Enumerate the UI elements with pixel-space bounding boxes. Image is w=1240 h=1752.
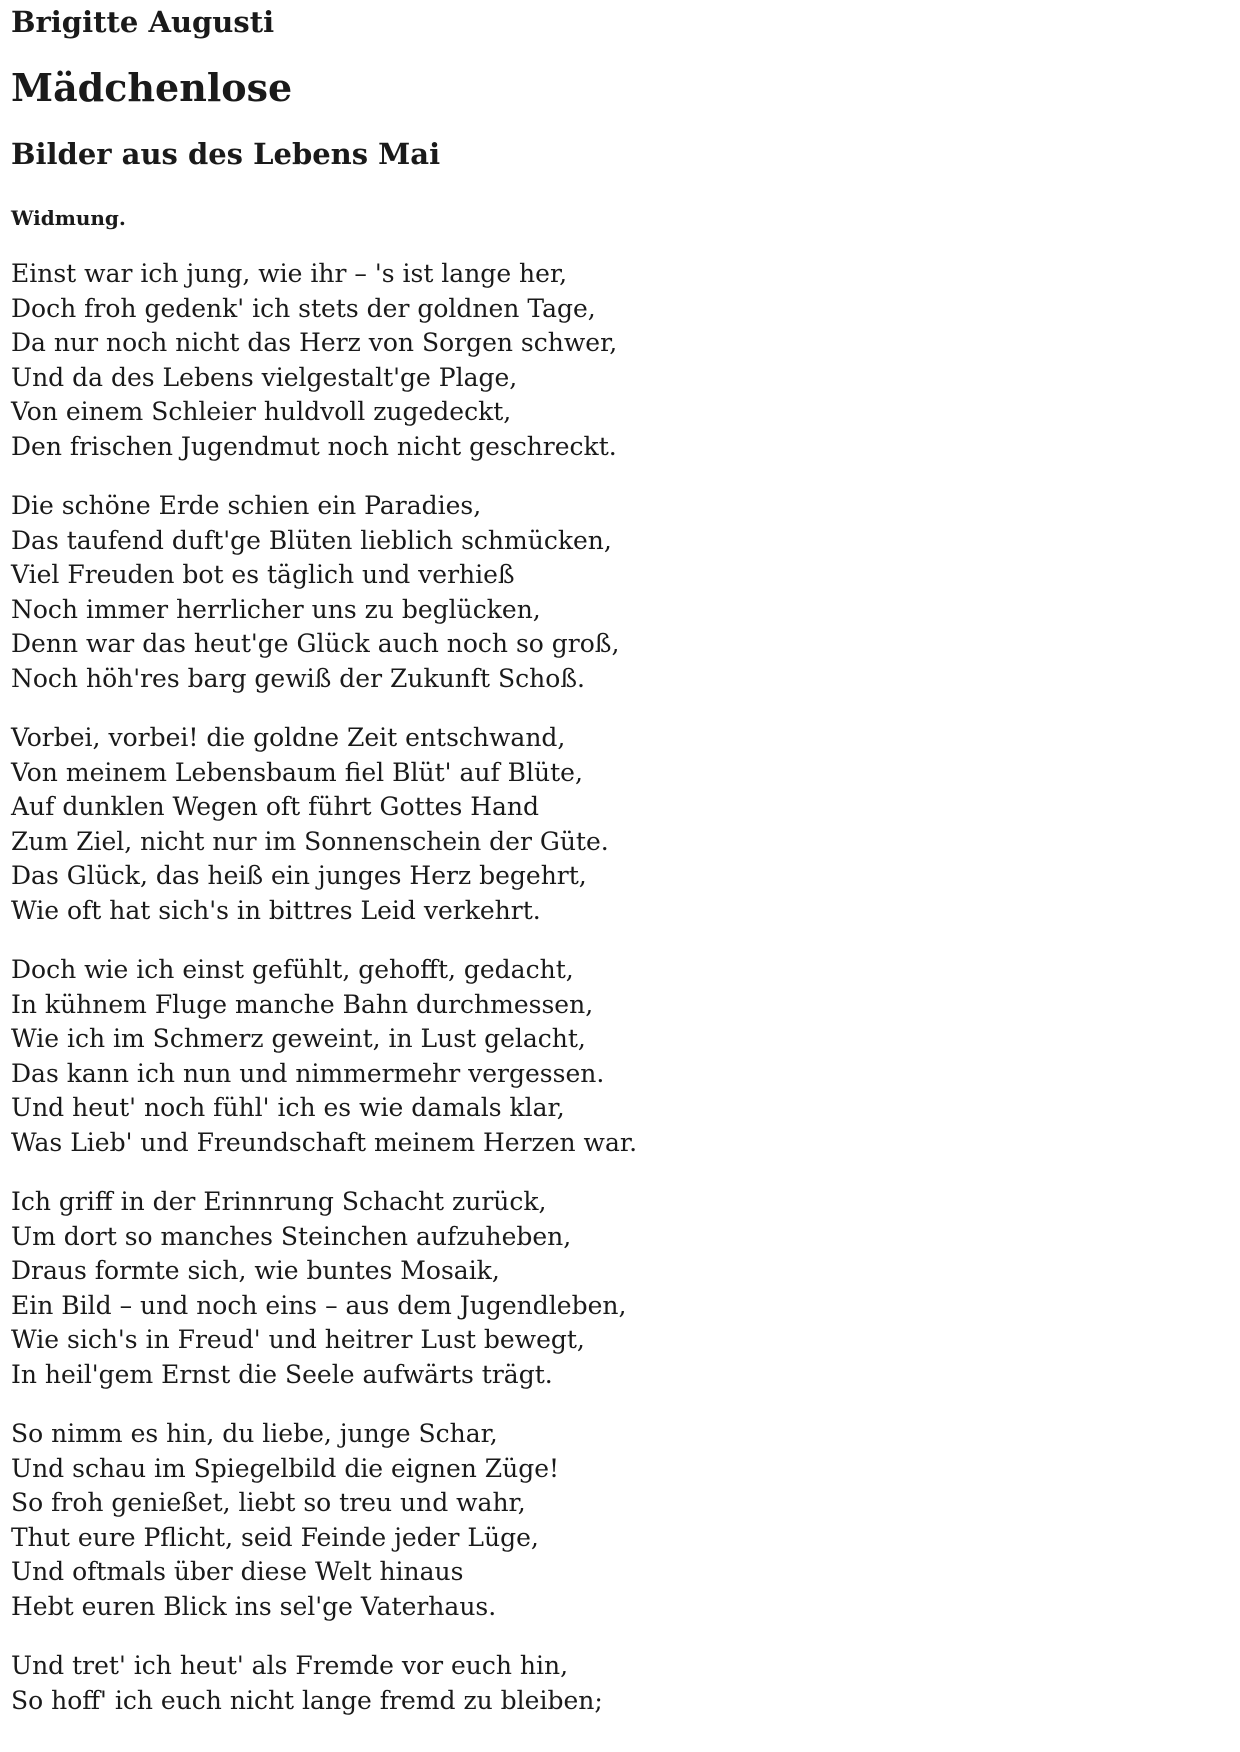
poem-line: Noch höh'res barg gewiß der Zukunft Schoß. — [11, 663, 585, 693]
poem-line: Ein Bild – und noch eins – aus dem Jugendleben, — [11, 1290, 627, 1320]
book-title: Mädchenlose — [11, 65, 293, 110]
poem-line: Draus formte sich, wie buntes Mosaik, — [11, 1256, 500, 1285]
poem-line: Denn war das heut'ge Glück auch noch so groß, — [11, 629, 620, 658]
poem-line: In kühnem Fluge manche Bahn durchmessen, — [11, 989, 594, 1019]
poem-line: Den frischen Jugendmut noch nicht geschreckt. — [11, 431, 617, 461]
poem-line: Doch wie ich einst gefühlt, gehofft, gedacht, — [11, 955, 574, 984]
dedication-heading: Widmung. — [11, 206, 126, 230]
stanza — [11, 721, 1240, 928]
poem-line: Die schöne Erde schien ein Paradies, — [11, 491, 482, 520]
author-name: Brigitte Augusti — [11, 5, 275, 39]
poem-line: Einst war ich jung, wie ihr – 's ist lange her, — [11, 259, 568, 288]
poem-line: Thut eure Pflicht, seid Feinde jeder Lüge, — [11, 1522, 539, 1552]
poem-line: Wie ich im Schmerz geweint, in Lust gelacht, — [11, 1024, 586, 1053]
poem-line: Und heut' noch fühl' ich es wie damals klar, — [11, 1093, 565, 1122]
poem-line: Und schau im Spiegelbild die eignen Züge! — [11, 1453, 560, 1483]
poem — [11, 257, 1240, 1718]
poem-line: Und da des Lebens vielgestalt'ge Plage, — [11, 362, 518, 392]
stanza — [11, 257, 1240, 464]
stanza — [11, 1417, 1240, 1624]
poem-line: Doch froh gedenk' ich stets der goldnen Tage, — [11, 293, 596, 323]
poem-line: Von einem Schleier huldvoll zugedeckt, — [11, 397, 512, 426]
poem-line: Und tret' ich heut' als Fremde vor euch hin, — [11, 1651, 569, 1680]
poem-line: So hoff' ich euch nicht lange fremd zu bleiben; — [11, 1685, 603, 1715]
poem-line: Hebt euren Blick ins sel'ge Vaterhaus. — [11, 1591, 497, 1621]
poem-line: In heil'gem Ernst die Seele aufwärts trägt. — [11, 1359, 553, 1389]
poem-line: Zum Ziel, nicht nur im Sonnenschein der Güte. — [11, 826, 609, 856]
poem-line: Wie sich's in Freud' und heitrer Lust bewegt, — [11, 1325, 585, 1354]
stanza — [11, 1649, 1240, 1718]
poem-line: Von meinem Lebensbaum fiel Blüt' auf Blüte, — [11, 757, 583, 787]
poem-line: Auf dunklen Wegen oft führt Gottes Hand — [11, 792, 540, 821]
poem-line: Das taufend duft'ge Blüten lieblich schmücken, — [11, 525, 612, 555]
stanza — [11, 953, 1240, 1160]
poem-line: Ich griff in der Erinnrung Schacht zurück, — [11, 1187, 547, 1216]
poem-line: So nimm es hin, du liebe, junge Schar, — [11, 1419, 498, 1448]
stanza — [11, 489, 1240, 696]
poem-line: Und oftmals über diese Welt hinaus — [11, 1557, 464, 1586]
poem-line: Das kann ich nun und nimmermehr vergessen. — [11, 1058, 605, 1088]
poem-line: Noch immer herrlicher uns zu beglücken, — [11, 594, 541, 624]
poem-line: So froh genießet, liebt so treu und wahr, — [11, 1488, 526, 1517]
poem-line: Um dort so manches Steinchen aufzuheben, — [11, 1221, 572, 1251]
book-subtitle: Bilder aus des Lebens Mai — [11, 137, 441, 171]
poem-line: Vorbei, vorbei! die goldne Zeit entschwand, — [11, 723, 566, 752]
stanza — [11, 1185, 1240, 1392]
poem-line: Da nur noch nicht das Herz von Sorgen schwer, — [11, 328, 618, 357]
poem-line: Was Lieb' und Freundschaft meinem Herzen war. — [11, 1127, 638, 1157]
poem-line: Viel Freuden bot es täglich und verhieß — [11, 560, 515, 589]
poem-line: Das Glück, das heiß ein junges Herz begehrt, — [11, 861, 587, 890]
poem-line: Wie oft hat sich's in bittres Leid verkehrt. — [11, 895, 541, 925]
